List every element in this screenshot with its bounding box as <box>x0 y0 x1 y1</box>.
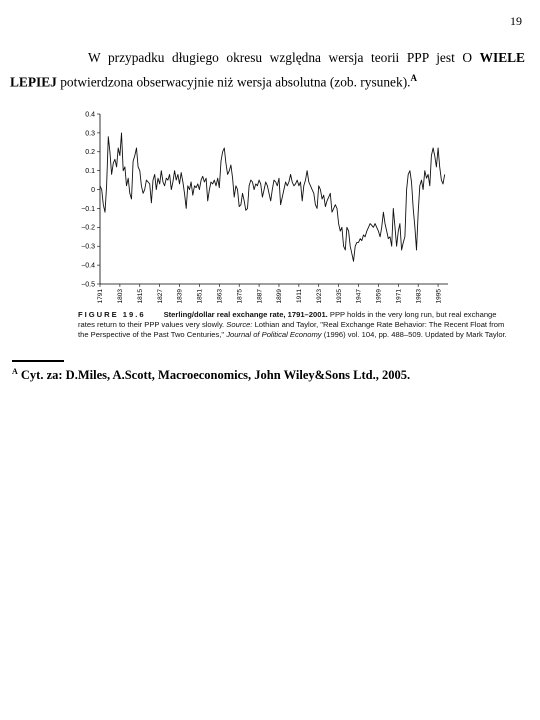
footnote-marker: A <box>410 73 418 83</box>
x-tick-label: 1839 <box>176 289 184 304</box>
x-tick-label: 1899 <box>276 289 284 304</box>
x-tick-label: 1875 <box>236 289 244 304</box>
footnote-text: Cyt. za: D.Miles, A.Scott, Macroeconomics, John Wiley&Sons Ltd., 2005. <box>17 368 411 383</box>
series-line <box>100 133 445 261</box>
y-tick-label: 0.3 <box>85 130 95 138</box>
footnote-rule <box>12 360 64 362</box>
y-tick-label: 0 <box>91 186 95 194</box>
body-paragraph <box>10 48 525 92</box>
y-tick-label: −0.2 <box>81 224 95 232</box>
x-tick-label: 1815 <box>136 289 144 304</box>
y-tick-label: −0.1 <box>81 205 95 213</box>
paragraph-emphasis: WIELE LEPIEJ <box>10 50 525 90</box>
y-tick-label: 0.2 <box>85 149 95 157</box>
caption-title: Sterling/dollar real exchange rate, 1791–2001. <box>163 310 328 319</box>
paragraph-part3: potwierdzona obserwacyjnie niż wersja absolutna (zob. rysunek). <box>56 74 411 90</box>
x-tick-label: 1911 <box>296 289 304 303</box>
x-tick-label: 1959 <box>375 289 383 304</box>
y-tick-label: −0.5 <box>81 281 95 289</box>
y-tick-label: 0.4 <box>85 111 95 119</box>
x-tick-label: 1863 <box>216 289 224 304</box>
x-tick-label: 1971 <box>395 289 403 304</box>
x-tick-label: 1791 <box>97 289 105 304</box>
figure-label: FIGURE 19.6 <box>78 310 146 319</box>
caption-text-2: Lothian and Taylor, "Real Exchange Rate Behavior: The Recent Float from the Perspective of the Past Two Centuries," <box>78 320 505 339</box>
caption-text-1: PPP holds in the very long run, but real exchange rates return to their PPP values very slowly. <box>78 310 497 329</box>
x-tick-label: 1947 <box>355 289 363 304</box>
page-number: 19 <box>510 14 522 28</box>
y-tick-label: −0.3 <box>81 243 95 251</box>
x-tick-label: 1803 <box>117 289 125 304</box>
x-tick-label: 1851 <box>196 289 204 304</box>
caption-journal: Journal of Political Economy <box>226 330 322 339</box>
caption-text-3: (1996) vol. 104, pp. 488–509. Updated by Mark Taylor. <box>321 330 507 339</box>
paragraph-part1: W przypadku długiego okresu względna wersja teorii PPP jest O <box>88 50 473 65</box>
exchange-rate-chart <box>80 108 452 308</box>
caption-source-label: Source: <box>226 320 253 329</box>
footnote-marker-ref: A <box>12 367 18 376</box>
footnote <box>12 367 527 383</box>
x-tick-label: 1923 <box>315 289 323 304</box>
x-tick-label: 1827 <box>156 289 164 304</box>
x-tick-label: 1995 <box>435 289 443 304</box>
x-tick-label: 1887 <box>256 289 264 304</box>
y-tick-label: 0.1 <box>85 168 95 176</box>
x-tick-label: 1983 <box>415 289 423 304</box>
figure-caption <box>78 310 508 340</box>
x-tick-label: 1935 <box>335 289 343 304</box>
y-tick-label: −0.4 <box>81 262 95 270</box>
